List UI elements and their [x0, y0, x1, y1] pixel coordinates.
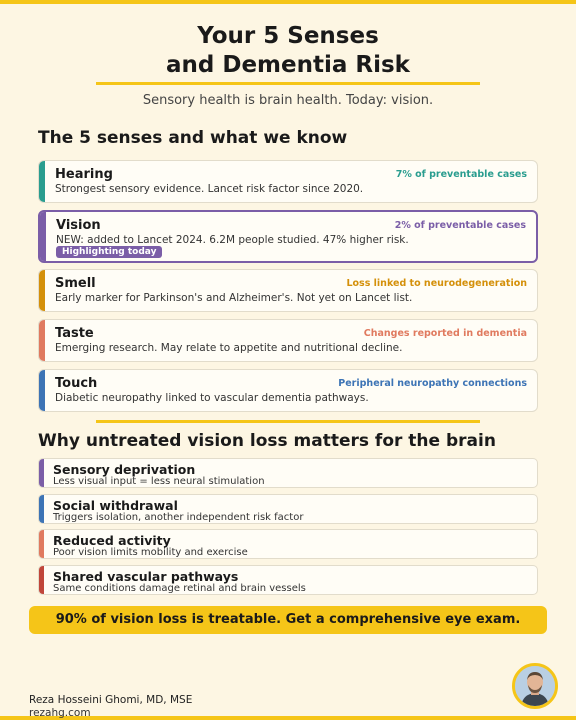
sense-stat: 7% of preventable cases	[395, 169, 527, 180]
sense-stat: Loss linked to neurodegeneration	[346, 278, 527, 289]
sense-desc: Early marker for Parkinson's and Alzheimer's. Not yet on Lancet list.	[55, 292, 413, 304]
sense-card-vision	[38, 210, 538, 263]
accent-bar	[39, 459, 44, 487]
reason-card-shared-vascular	[38, 565, 538, 595]
reason-title: Social withdrawal	[53, 498, 178, 513]
sense-name: Vision	[56, 218, 101, 233]
vision-heading: Why untreated vision loss matters for the brain	[38, 431, 496, 451]
sense-name: Taste	[55, 326, 94, 341]
title-line-2: and Dementia Risk	[166, 52, 410, 78]
sense-stat: 2% of preventable cases	[394, 220, 526, 231]
sense-name: Touch	[55, 376, 98, 391]
sense-card-smell	[38, 269, 538, 312]
sense-desc: Emerging research. May relate to appetite and nutritional decline.	[55, 342, 403, 354]
reason-title: Reduced activity	[53, 533, 171, 548]
reason-desc: Same conditions damage retinal and brain vessels	[53, 583, 306, 594]
reason-card-social-withdrawal	[38, 494, 538, 524]
avatar	[512, 663, 558, 709]
accent-bar	[39, 270, 45, 311]
accent-bar	[39, 566, 44, 594]
section-divider	[96, 420, 480, 423]
sense-desc: Strongest sensory evidence. Lancet risk factor since 2020.	[55, 183, 364, 195]
sense-card-touch	[38, 369, 538, 412]
website-link[interactable]: rezahg.com	[29, 707, 91, 719]
title-divider	[96, 82, 480, 85]
senses-heading: The 5 senses and what we know	[38, 128, 348, 148]
title-line-1: Your 5 Senses	[197, 23, 379, 49]
author-name: Reza Hosseini Ghomi, MD, MSE	[29, 694, 193, 706]
person-avatar-icon	[515, 666, 555, 706]
accent-bar	[39, 161, 45, 202]
reason-card-sensory-deprivation	[38, 458, 538, 488]
reason-desc: Less visual input = less neural stimulation	[53, 476, 265, 487]
accent-bar	[39, 530, 44, 558]
accent-bar	[39, 320, 45, 361]
sense-stat: Peripheral neuropathy connections	[338, 378, 527, 389]
accent-bar	[39, 495, 44, 523]
accent-bar	[39, 370, 45, 411]
sense-name: Hearing	[55, 167, 113, 182]
sense-stat: Changes reported in dementia	[363, 328, 527, 339]
subtitle: Sensory health is brain health. Today: vision.	[142, 93, 434, 108]
sense-desc: NEW: added to Lancet 2024. 6.2M people studied. 47% higher risk.	[56, 234, 409, 246]
reason-desc: Triggers isolation, another independent risk factor	[53, 512, 304, 523]
sense-name: Smell	[55, 276, 96, 291]
reason-title: Shared vascular pathways	[53, 569, 239, 584]
reason-desc: Poor vision limits mobility and exercise	[53, 547, 248, 558]
sense-card-taste	[38, 319, 538, 362]
highlight-badge: Highlighting today	[56, 246, 162, 258]
call-to-action-banner: 90% of vision loss is treatable. Get a comprehensive eye exam.	[29, 606, 547, 634]
reason-title: Sensory deprivation	[53, 462, 196, 477]
sense-card-hearing	[38, 160, 538, 203]
sense-desc: Diabetic neuropathy linked to vascular dementia pathways.	[55, 392, 369, 404]
page-title	[0, 22, 576, 80]
reason-card-reduced-activity	[38, 529, 538, 559]
accent-bar	[40, 212, 46, 261]
